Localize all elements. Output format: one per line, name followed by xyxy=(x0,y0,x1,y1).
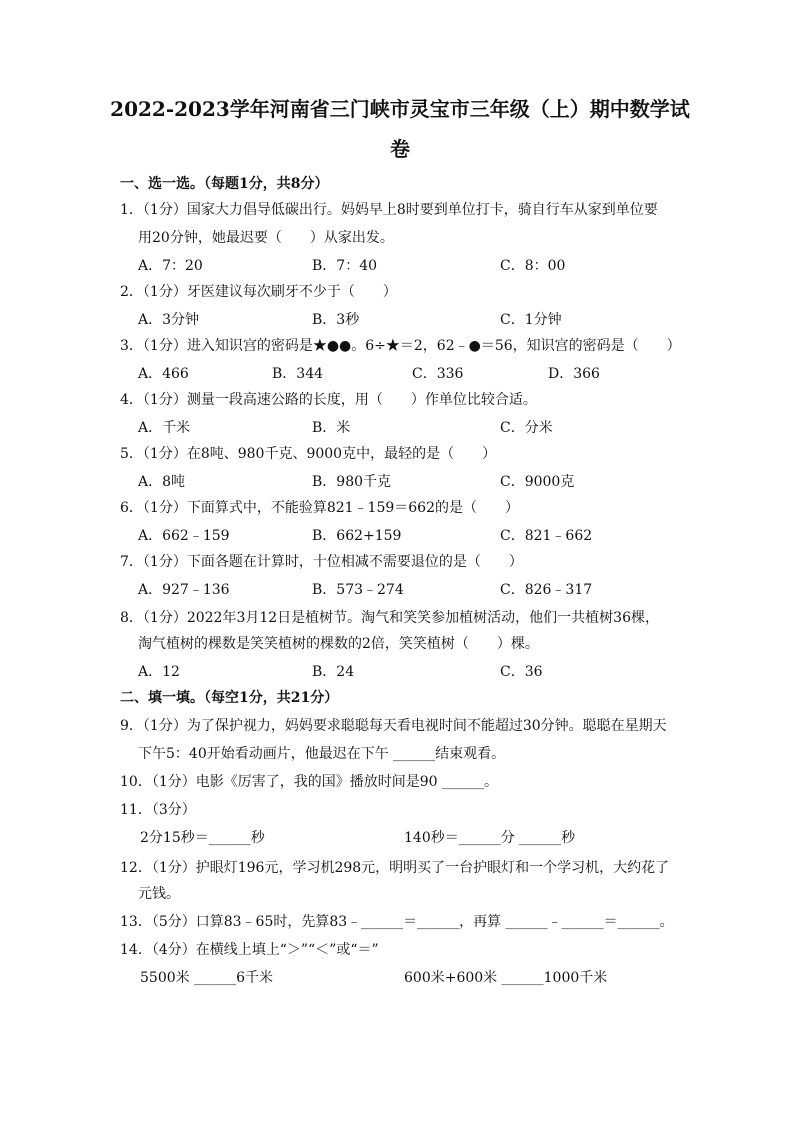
q2-option-b: B．3秒 xyxy=(312,312,360,328)
q5-option-a: A．8吨 xyxy=(138,474,186,490)
q10-text-line1: 10．（1分）电影《厉害了，我的国》播放时间是90 ______。 xyxy=(120,774,498,790)
q12-text-line2: 元钱。 xyxy=(138,886,180,902)
q7-option-c: C．826﹣317 xyxy=(500,582,593,598)
section1-heading: 一、选一选。（每题1分，共8分） xyxy=(120,176,329,192)
q7-option-a: A．927﹣136 xyxy=(138,582,230,598)
q2-option-a: A．3分钟 xyxy=(138,312,200,328)
q14-blank-b: 600米+600米 ______1000千米 xyxy=(404,970,608,986)
q14-blank-a: 5500米 ______6千米 xyxy=(140,970,273,986)
q1-text-line1: 1．（1分）国家大力倡导低碳出行。妈妈早上8时要到单位打卡，骑自行车从家到单位要 xyxy=(120,202,658,218)
exam-title-line2: 卷 xyxy=(390,137,410,161)
q5-option-b: B．980千克 xyxy=(312,474,392,490)
q3-text-line1: 3．（1分）进入知识宫的密码是★●●。6÷★＝2，62﹣●＝56，知识宫的密码是（ ） xyxy=(120,338,681,354)
q4-option-b: B．米 xyxy=(312,420,351,436)
q3-option-c: C．336 xyxy=(412,366,464,382)
q6-option-c: C．821﹣662 xyxy=(500,528,593,544)
q2-text-line1: 2．（1分）牙医建议每次刷牙不少于（ ） xyxy=(120,284,397,300)
q12-text-line1: 12．（1分）护眼灯196元，学习机298元，明明买了一台护眼灯和一个学习机，大约花了 xyxy=(120,860,670,876)
q6-option-b: B．662+159 xyxy=(312,528,402,544)
q4-option-a: A．千米 xyxy=(138,420,191,436)
q9-text-line1: 9．（1分）为了保护视力，妈妈要求聪聪每天看电视时间不能超过30分钟。聪聪在星期天 xyxy=(120,718,667,734)
q8-option-c: C．36 xyxy=(500,664,543,680)
q13-text-line1: 13．（5分）口算83﹣65时，先算83﹣______＝______，再算 ______﹣______＝______。 xyxy=(120,914,674,930)
q5-option-c: C．9000克 xyxy=(500,474,575,490)
exam-title-line1: 2022-2023学年河南省三门峡市灵宝市三年级（上）期中数学试 xyxy=(110,97,690,121)
q11-blank-b: 140秒＝______分 ______秒 xyxy=(404,830,576,846)
q3-option-a: A．466 xyxy=(138,366,189,382)
q8-option-a: A．12 xyxy=(138,664,180,680)
q1-option-a: A．7：20 xyxy=(138,258,203,274)
section2-heading: 二、填一填。（每空1分，共21分） xyxy=(120,690,339,706)
q7-option-b: B．573﹣274 xyxy=(312,582,404,598)
q7-text-line1: 7．（1分）下面各题在计算时，十位相减不需要退位的是（ ） xyxy=(120,554,523,570)
q3-option-b: B．344 xyxy=(272,366,324,382)
q6-text-line1: 6．（1分）下面算式中，不能验算821﹣159＝662的是（ ） xyxy=(120,500,519,516)
q1-option-c: C．8：00 xyxy=(500,258,566,274)
q2-option-c: C．1分钟 xyxy=(500,312,562,328)
q8-text-line1: 8．（1分）2022年3月12日是植树节。淘气和笑笑参加植树活动，他们一共植树36棵， xyxy=(120,610,659,626)
q4-option-c: C．分米 xyxy=(500,420,553,436)
q3-option-d: D．366 xyxy=(548,366,600,382)
q8-option-b: B．24 xyxy=(312,664,355,680)
q11-text-line1: 11．（3分） xyxy=(120,802,196,818)
q5-text-line1: 5．（1分）在8吨、980千克、9000克中，最轻的是（ ） xyxy=(120,446,497,462)
q9-text-line2: 下午5：40开始看动画片，他最迟在下午 ______结束观看。 xyxy=(138,746,506,762)
q1-option-b: B．7：40 xyxy=(312,258,378,274)
q4-text-line1: 4．（1分）测量一段高速公路的长度，用（ ）作单位比较合适。 xyxy=(120,392,537,408)
q6-option-a: A．662﹣159 xyxy=(138,528,230,544)
q11-blank-a: 2分15秒＝______秒 xyxy=(140,830,265,846)
q14-text-line1: 14．（4分）在横线上填上“＞”“＜”或“＝” xyxy=(120,942,379,958)
q8-text-line2: 淘气植树的棵数是笑笑植树的棵数的2倍，笑笑植树（ ）棵。 xyxy=(138,636,539,652)
q1-text-line2: 用20分钟，她最迟要（ ）从家出发。 xyxy=(138,230,394,246)
